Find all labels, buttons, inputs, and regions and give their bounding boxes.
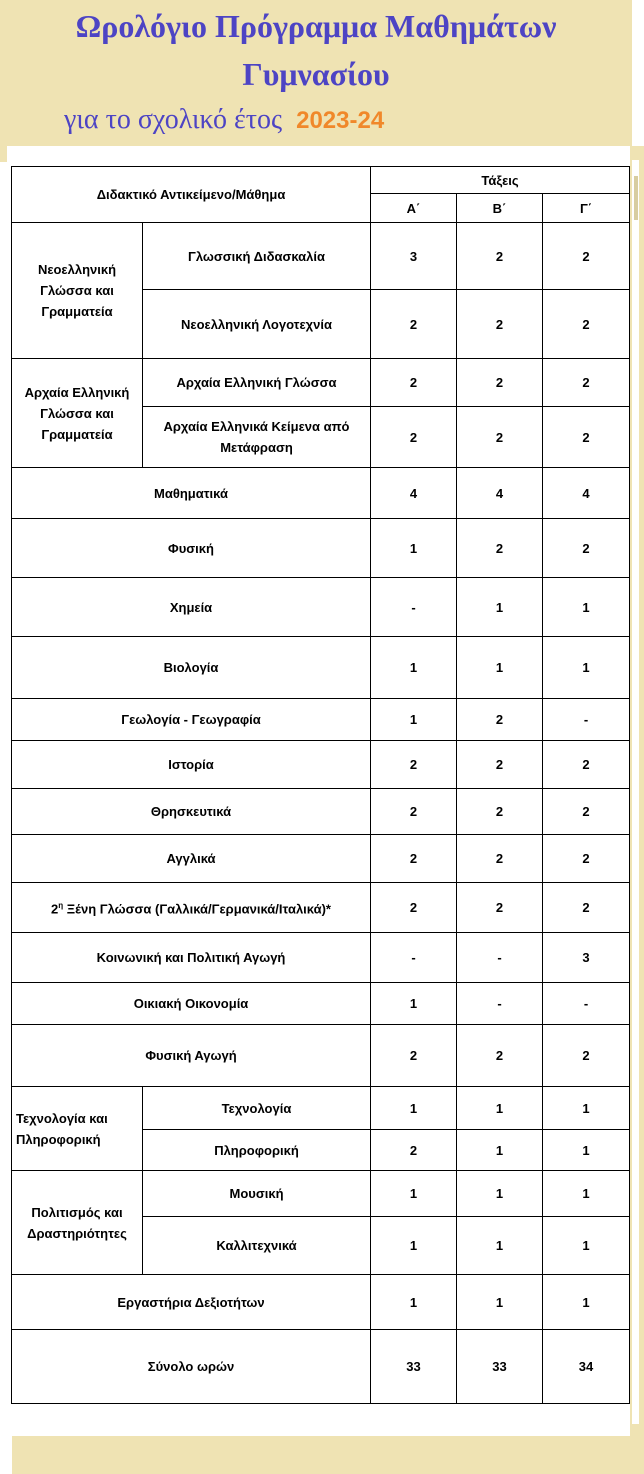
hours-a: 1 bbox=[371, 1275, 457, 1330]
subject-cell: Χημεία bbox=[12, 578, 371, 637]
class-c-header: Γ΄ bbox=[543, 194, 630, 223]
hours-c: 1 bbox=[543, 1130, 630, 1171]
hours-c: 1 bbox=[543, 1275, 630, 1330]
total-c: 34 bbox=[543, 1330, 630, 1404]
hours-b: - bbox=[457, 933, 543, 983]
subject-cell: Καλλιτεχνικά bbox=[143, 1217, 371, 1275]
hours-c: 2 bbox=[543, 223, 630, 290]
subject-superscript: η bbox=[58, 901, 64, 911]
hours-c: 2 bbox=[543, 519, 630, 578]
group-archaia: Αρχαία Ελληνική Γλώσσα και Γραμματεία bbox=[12, 359, 143, 468]
subject-cell bbox=[12, 883, 371, 933]
hours-b: 2 bbox=[457, 835, 543, 883]
hours-a: - bbox=[371, 933, 457, 983]
total-a: 33 bbox=[371, 1330, 457, 1404]
subject-cell: Αρχαία Ελληνικά Κείμενα από Μετάφραση bbox=[143, 407, 371, 468]
hours-a: 2 bbox=[371, 359, 457, 407]
hours-b: 2 bbox=[457, 359, 543, 407]
page-title-line1: Ωρολόγιο Πρόγραμμα Μαθημάτων bbox=[75, 8, 557, 44]
hours-a: 2 bbox=[371, 1130, 457, 1171]
subject-cell: Αρχαία Ελληνική Γλώσσα bbox=[143, 359, 371, 407]
hours-b: 1 bbox=[457, 578, 543, 637]
hours-c: 2 bbox=[543, 290, 630, 359]
hours-b: 2 bbox=[457, 699, 543, 741]
total-hours-label: Σύνολο ωρών bbox=[12, 1330, 371, 1404]
subject-cell: Τεχνολογία bbox=[143, 1087, 371, 1130]
hours-a: 2 bbox=[371, 789, 457, 835]
hours-a: 2 bbox=[371, 1025, 457, 1087]
hours-a: 2 bbox=[371, 835, 457, 883]
hours-b: 2 bbox=[457, 1025, 543, 1087]
hours-a: 2 bbox=[371, 407, 457, 468]
page-title-line2: Γυμνασίου bbox=[242, 56, 390, 92]
hours-b: 2 bbox=[457, 290, 543, 359]
subtitle-text: για το σχολικό έτος bbox=[64, 104, 283, 135]
hours-c: 2 bbox=[543, 835, 630, 883]
decorative-band-left bbox=[0, 146, 7, 162]
hours-a: 1 bbox=[371, 519, 457, 578]
subject-cell: Νεοελληνική Λογοτεχνία bbox=[143, 290, 371, 359]
hours-c: - bbox=[543, 983, 630, 1025]
hours-b: 1 bbox=[457, 1130, 543, 1171]
hours-a: 1 bbox=[371, 983, 457, 1025]
hours-b: 2 bbox=[457, 789, 543, 835]
subject-cell: Μαθηματικά bbox=[12, 468, 371, 519]
hours-c: 1 bbox=[543, 637, 630, 699]
hours-b: 1 bbox=[457, 637, 543, 699]
hours-c: 3 bbox=[543, 933, 630, 983]
subject-prefix: 2 bbox=[51, 901, 59, 917]
hours-c: 2 bbox=[543, 359, 630, 407]
subject-cell: Γλωσσική Διδασκαλία bbox=[143, 223, 371, 290]
subject-cell: Πληροφορική bbox=[143, 1130, 371, 1171]
hours-a: 1 bbox=[371, 637, 457, 699]
classes-header: Τάξεις bbox=[371, 167, 630, 194]
hours-c: 1 bbox=[543, 1171, 630, 1217]
hours-c: 1 bbox=[543, 1217, 630, 1275]
subject-cell: Γεωλογία - Γεωγραφία bbox=[12, 699, 371, 741]
subject-cell: Κοινωνική και Πολιτική Αγωγή bbox=[12, 933, 371, 983]
subject-cell: Αγγλικά bbox=[12, 835, 371, 883]
hours-c: 1 bbox=[543, 578, 630, 637]
hours-b: 2 bbox=[457, 407, 543, 468]
subject-cell: Μουσική bbox=[143, 1171, 371, 1217]
hours-c: 1 bbox=[543, 1087, 630, 1130]
hours-b: 2 bbox=[457, 883, 543, 933]
hours-c: 2 bbox=[543, 883, 630, 933]
subject-column-header: Διδακτικό Αντικείμενο/Μάθημα bbox=[12, 167, 371, 223]
scrollbar-thumb[interactable] bbox=[634, 176, 638, 220]
hours-a: 3 bbox=[371, 223, 457, 290]
hours-b: 1 bbox=[457, 1087, 543, 1130]
hours-a: 2 bbox=[371, 290, 457, 359]
hours-a: 2 bbox=[371, 741, 457, 789]
hours-b: 1 bbox=[457, 1171, 543, 1217]
hours-c: 2 bbox=[543, 741, 630, 789]
hours-a: 1 bbox=[371, 1171, 457, 1217]
hours-a: - bbox=[371, 578, 457, 637]
school-year: 2023-24 bbox=[296, 107, 385, 134]
hours-a: 4 bbox=[371, 468, 457, 519]
subject-cell: Οικιακή Οικονομία bbox=[12, 983, 371, 1025]
hours-b: - bbox=[457, 983, 543, 1025]
group-technologia: Τεχνολογία και Πληροφορική bbox=[12, 1087, 143, 1171]
hours-b: 1 bbox=[457, 1217, 543, 1275]
group-politismos: Πολιτισμός και Δραστηριότητες bbox=[12, 1171, 143, 1275]
total-b: 33 bbox=[457, 1330, 543, 1404]
class-a-header: Α΄ bbox=[371, 194, 457, 223]
subject-cell: Βιολογία bbox=[12, 637, 371, 699]
hours-a: 2 bbox=[371, 883, 457, 933]
scroll-track[interactable] bbox=[632, 160, 639, 1424]
subject-cell: Φυσική Αγωγή bbox=[12, 1025, 371, 1087]
hours-b: 2 bbox=[457, 223, 543, 290]
subject-text: Ξένη Γλώσσα (Γαλλικά/Γερμανικά/Ιταλικά)* bbox=[66, 901, 331, 917]
hours-a: 1 bbox=[371, 1217, 457, 1275]
hours-b: 2 bbox=[457, 519, 543, 578]
subject-cell: Εργαστήρια Δεξιοτήτων bbox=[12, 1275, 371, 1330]
page-subtitle bbox=[64, 104, 384, 136]
hours-a: 1 bbox=[371, 699, 457, 741]
subject-cell: Θρησκευτικά bbox=[12, 789, 371, 835]
hours-a: 1 bbox=[371, 1087, 457, 1130]
class-b-header: Β΄ bbox=[457, 194, 543, 223]
subject-cell: Φυσική bbox=[12, 519, 371, 578]
hours-c: 2 bbox=[543, 789, 630, 835]
hours-c: 2 bbox=[543, 1025, 630, 1087]
header-banner bbox=[0, 0, 632, 146]
hours-b: 2 bbox=[457, 741, 543, 789]
timetable bbox=[11, 166, 630, 1404]
hours-c: 2 bbox=[543, 407, 630, 468]
hours-b: 4 bbox=[457, 468, 543, 519]
group-neoelliniki: Νεοελληνική Γλώσσα και Γραμματεία bbox=[12, 223, 143, 359]
hours-b: 1 bbox=[457, 1275, 543, 1330]
subject-cell: Ιστορία bbox=[12, 741, 371, 789]
hours-c: 4 bbox=[543, 468, 630, 519]
hours-c: - bbox=[543, 699, 630, 741]
decorative-band-bottom bbox=[12, 1436, 644, 1474]
